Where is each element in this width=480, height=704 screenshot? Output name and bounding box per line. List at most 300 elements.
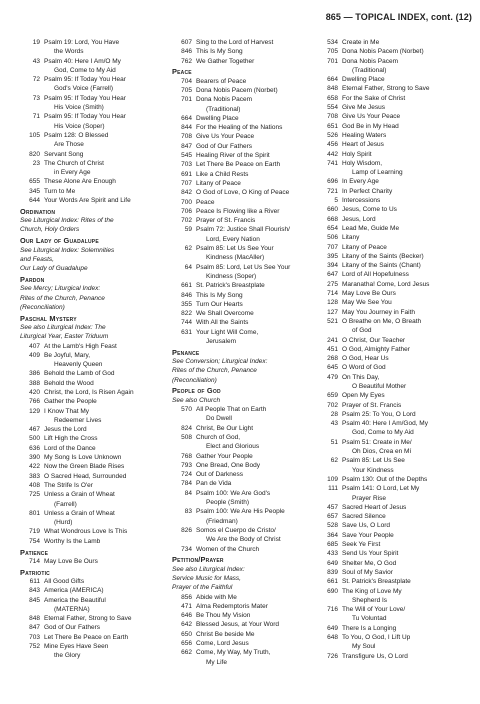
page-header: 865 — TOPICAL INDEX, cont. (12) [325, 12, 472, 22]
index-entry [172, 160, 312, 169]
index-entry [172, 86, 312, 95]
hymn-title: Your Light Will Come, [196, 328, 259, 336]
index-entry [20, 112, 166, 121]
hymn-title-continuation: We Are the Body of Christ [206, 536, 281, 544]
hymn-title-continuation: My Soul [352, 643, 376, 651]
hymn-title: Dona Nobis Pacem [342, 57, 398, 65]
index-column-1 [20, 38, 166, 661]
hymn-title-continuation: (MATERNA) [54, 605, 90, 613]
hymn-title: I Know That My [44, 407, 90, 415]
index-entry [172, 639, 312, 648]
topic-heading: Ordination [20, 206, 56, 216]
hymn-title: Prayer of St. Francis [196, 217, 256, 225]
hymn-number: 457 [327, 503, 338, 511]
index-entry [20, 57, 166, 66]
hymn-number: 721 [327, 187, 338, 195]
index-entry [20, 38, 166, 47]
hymn-title: Send Us Your Spirit [342, 550, 399, 558]
index-entry [20, 94, 166, 103]
hymn-number: 5 [334, 197, 338, 205]
hymn-number: 395 [327, 252, 338, 260]
hymn-number: 734 [181, 545, 192, 553]
index-entry [172, 198, 312, 207]
hymn-number: 649 [327, 624, 338, 632]
hymn-number: 345 [29, 187, 40, 195]
hymn-number: 754 [29, 537, 40, 545]
hymn-title: Behold the Lamb of God [44, 370, 115, 378]
index-entry [20, 425, 166, 434]
hymn-title: Eternal Father, Strong to Save [342, 85, 430, 93]
cross-reference: Our Lady of Guadalupe [20, 265, 88, 273]
index-entry [20, 397, 166, 406]
hymn-number: 422 [29, 463, 40, 471]
hymn-title: At the Lamb's High Feast [44, 342, 117, 350]
index-entry [318, 177, 468, 186]
hymn-title: Psalm 19: Lord, You Have [44, 39, 120, 46]
index-entry [20, 614, 166, 623]
hymn-title-continuation: (Hurd) [54, 519, 73, 527]
hymn-title: Psalm 100: We Are God's [196, 489, 271, 497]
hymn-title: God Be in My Head [342, 122, 399, 130]
hymn-number: 241 [327, 336, 338, 344]
index-entry [318, 196, 468, 205]
hymn-number: 28 [330, 410, 338, 418]
index-entry [172, 225, 312, 234]
hymn-title: Now the Green Blade Rises [44, 463, 125, 471]
hymn-title: Servant Song [44, 150, 84, 158]
hymn-title: Like a Child Rests [196, 170, 249, 178]
index-entry [172, 38, 312, 47]
hymn-number: 644 [29, 197, 40, 205]
index-entry [318, 624, 468, 633]
hymn-title-continuation: Shepherd Is [352, 596, 388, 604]
index-entry [318, 605, 468, 614]
index-entry [172, 526, 312, 535]
cross-reference: See also Liturgical Index: [172, 565, 245, 573]
hymn-title: May You Journey in Faith [342, 308, 415, 316]
index-entry [318, 521, 468, 530]
hymn-title-continuation: His Voice (Soper) [54, 122, 105, 130]
hymn-title: God of Our Fathers [44, 624, 100, 632]
hymn-number: 394 [327, 262, 338, 270]
index-entry [318, 587, 468, 596]
hymn-number: 657 [327, 513, 338, 521]
index-entry [318, 84, 468, 93]
hymn-title: All People That on Earth [196, 406, 267, 414]
index-entry [172, 470, 312, 479]
hymn-title-continuation: Oh Dios, Crea en Mí [352, 448, 412, 456]
hymn-title-continuation: Your Kindness [352, 466, 394, 474]
index-entry [172, 461, 312, 470]
hymn-number: 845 [29, 596, 40, 604]
hymn-title: Let There Be Peace on Earth [44, 633, 129, 641]
hymn-number: 691 [181, 170, 192, 178]
hymn-title-continuation: God's Voice (Farrell) [54, 85, 114, 93]
hymn-title-continuation: Are Those [54, 141, 84, 149]
hymn-title: Gather Your People [196, 452, 253, 460]
hymn-title: Healing Waters [342, 131, 387, 139]
hymn-number: 702 [327, 401, 338, 409]
hymn-number: 725 [29, 491, 40, 499]
hymn-number: 73 [32, 94, 40, 102]
hymn-number: 848 [29, 615, 40, 623]
hymn-number: 127 [327, 308, 338, 316]
hymn-number: 705 [181, 86, 192, 94]
hymn-number: 456 [327, 141, 338, 149]
hymn-title: Soul of My Savior [342, 568, 393, 576]
hymn-number: 451 [327, 345, 338, 353]
hymn-title: Gather the People [44, 398, 97, 406]
hymn-title: Psalm 95: If Today You Hear [44, 76, 126, 84]
index-entry [172, 188, 312, 197]
hymn-title: With All the Saints [196, 319, 249, 327]
index-entry [20, 509, 166, 518]
hymn-title: Heart of Jesus [342, 141, 384, 149]
hymn-title: Create in Me [342, 39, 380, 46]
hymn-number: 651 [327, 122, 338, 130]
hymn-title-continuation: Lamp of Learning [352, 169, 403, 177]
index-entry [318, 391, 468, 400]
hymn-title: Shelter Me, O God [342, 559, 397, 567]
index-entry [318, 354, 468, 363]
hymn-number: 844 [181, 124, 192, 132]
index-entry [318, 345, 468, 354]
index-entry [318, 410, 468, 419]
hymn-number: 655 [29, 178, 40, 186]
hymn-title-continuation: God, Come to My Aid [54, 66, 116, 74]
topic-heading: Patriotic [20, 567, 50, 577]
index-entry [20, 444, 166, 453]
hymn-title: O Breathe on Me, O Breath [342, 317, 422, 325]
hymn-number: 545 [181, 152, 192, 160]
index-entry [172, 77, 312, 86]
index-entry [20, 131, 166, 140]
hymn-number: 847 [29, 624, 40, 632]
index-entry [20, 490, 166, 499]
hymn-title: Psalm 130: Out of the Depths [342, 475, 428, 483]
hymn-number: 409 [29, 351, 40, 359]
hymn-title-continuation: the Glory [54, 652, 81, 660]
hymn-title: Come, Lord Jesus [196, 640, 249, 647]
hymn-title-continuation: People (Smith) [206, 499, 249, 507]
hymn-number: 645 [327, 364, 338, 372]
cross-reference: See also Church [172, 396, 221, 404]
hymn-number: 703 [181, 161, 192, 169]
index-entry [318, 419, 468, 428]
hymn-title: Blessed Jesus, at Your Word [196, 621, 279, 629]
index-entry [318, 308, 468, 317]
hymn-number: 654 [327, 224, 338, 232]
hymn-number: 685 [327, 541, 338, 549]
hymn-title: Psalm 40: Here I Am/O My [44, 57, 121, 65]
hymn-title: Psalm 51: Create in Me/ [342, 438, 412, 446]
hymn-number: 62 [330, 457, 338, 465]
index-entry [20, 577, 166, 586]
hymn-number: 420 [29, 388, 40, 396]
index-entry [318, 270, 468, 279]
hymn-number: 43 [32, 57, 40, 65]
hymn-title: These Alone Are Enough [44, 178, 116, 186]
index-entry [318, 112, 468, 121]
hymn-number: 62 [184, 245, 192, 253]
hymn-title: May Love Be Ours [44, 557, 98, 565]
index-entry [318, 336, 468, 345]
index-entry [318, 187, 468, 196]
hymn-title: There Is a Longing [342, 624, 397, 632]
hymn-title: In Every Age [342, 178, 379, 186]
hymn-title: For the Sake of Christ [342, 94, 406, 102]
index-entry [20, 379, 166, 388]
index-entry [20, 623, 166, 632]
hymn-title: Lead Me, Guide Me [342, 224, 400, 232]
index-entry [20, 159, 166, 168]
index-column-3 [318, 38, 468, 661]
hymn-title: This Is My Song [196, 291, 243, 299]
index-entry [20, 388, 166, 397]
hymn-title: Pan de Vida [196, 480, 232, 488]
index-entry [318, 373, 468, 382]
hymn-number: 388 [29, 379, 40, 387]
hymn-number: 846 [181, 48, 192, 56]
index-entry [172, 151, 312, 160]
index-entry [318, 540, 468, 549]
index-entry [20, 351, 166, 360]
hymn-title: Psalm 85: Let Us See [342, 457, 405, 465]
hymn-title-continuation: My Life [206, 658, 227, 666]
hymn-number: 275 [327, 280, 338, 288]
index-entry [172, 216, 312, 225]
hymn-title: In Perfect Charity [342, 187, 393, 195]
index-entry [172, 611, 312, 620]
hymn-number: 500 [29, 435, 40, 443]
index-entry [318, 280, 468, 289]
hymn-title: Somos el Cuerpo de Cristo/ [196, 526, 276, 534]
hymn-number: 668 [327, 215, 338, 223]
hymn-title: Dona Nobis Pacem (Norbet) [196, 86, 278, 94]
hymn-number: 407 [29, 342, 40, 350]
hymn-title: Sing to the Lord of Harvest [196, 39, 274, 46]
hymn-number: 109 [327, 475, 338, 483]
hymn-title: Be Thou My Vision [196, 612, 251, 620]
hymn-number: 726 [327, 652, 338, 660]
index-entry [318, 205, 468, 214]
cross-reference: Prayer of the Faithful [172, 584, 233, 592]
hymn-title-continuation: Jerusalem [206, 338, 236, 345]
index-entry [172, 405, 312, 414]
hymn-title: O God, Almighty Father [342, 345, 410, 353]
index-entry [172, 132, 312, 141]
hymn-number: 83 [184, 508, 192, 516]
index-entry [318, 484, 468, 493]
hymn-number: 662 [181, 649, 192, 657]
topic-heading: People of God [172, 386, 221, 396]
hymn-title-continuation: God, Come to My Aid [352, 429, 414, 437]
hymn-title: God of Our Fathers [196, 142, 252, 150]
hymn-title: Save Us, O Lord [342, 522, 391, 530]
cross-reference: Church, Holy Orders [20, 226, 80, 234]
hymn-number: 390 [29, 454, 40, 462]
hymn-number: 843 [29, 587, 40, 595]
hymn-title: Psalm 25: To You, O Lord [342, 410, 416, 418]
hymn-number: 822 [181, 310, 192, 318]
hymn-title: Psalm 72: Justice Shall Flourish/ [196, 226, 290, 234]
hymn-title-continuation: Redeemer Lives [54, 416, 102, 424]
index-entry [172, 433, 312, 442]
index-entry [318, 438, 468, 447]
hymn-title: Lord of All Hopefulness [342, 271, 409, 279]
index-entry [172, 291, 312, 300]
hymn-title: Sacred Silence [342, 513, 386, 521]
index-entry [20, 434, 166, 443]
hymn-number: 51 [330, 438, 338, 446]
hymn-title: Holy Wisdom, [342, 159, 383, 167]
index-entry [172, 207, 312, 216]
hymn-title: Dwelling Place [196, 114, 239, 122]
index-column-2 [172, 38, 312, 667]
hymn-number: 846 [181, 291, 192, 299]
index-entry [172, 489, 312, 498]
hymn-title: May Love Be Ours [342, 290, 396, 298]
hymn-number: 534 [327, 39, 338, 46]
hymn-title-continuation: of God [352, 327, 372, 335]
hymn-number: 364 [327, 531, 338, 539]
hymn-title: Litany of Peace [342, 243, 387, 251]
index-entry [20, 342, 166, 351]
index-entry [20, 642, 166, 651]
hymn-number: 105 [29, 131, 40, 139]
hymn-title: Bearers of Peace [196, 77, 247, 85]
hymn-number: 762 [181, 57, 192, 65]
hymn-number: 700 [181, 198, 192, 206]
hymn-title: Litany of the Saints (Chant) [342, 262, 421, 270]
index-entry [20, 187, 166, 196]
index-entry [318, 47, 468, 56]
hymn-title: Christ, Be Our Light [196, 424, 254, 432]
hymn-title: The Church of Christ [44, 159, 104, 167]
hymn-title: Sacred Heart of Jesus [342, 503, 407, 511]
hymn-number: 355 [181, 300, 192, 308]
hymn-number: 528 [327, 522, 338, 530]
hymn-number: 660 [327, 206, 338, 214]
index-entry [20, 557, 166, 566]
cross-reference: See Conversion; Liturgical Index: [172, 358, 268, 366]
hymn-number: 719 [29, 528, 40, 536]
index-entry [318, 559, 468, 568]
hymn-number: 741 [327, 159, 338, 167]
hymn-number: 714 [327, 290, 338, 298]
hymn-title: Eternal Father, Strong to Save [44, 615, 132, 623]
hymn-title: St. Patrick's Breastplate [342, 578, 411, 586]
index-entry [318, 289, 468, 298]
hymn-title: To You, O God, I Lift Up [342, 634, 411, 641]
index-entry [318, 159, 468, 168]
index-entry [172, 95, 312, 104]
hymn-number: 631 [181, 328, 192, 336]
topic-heading: Peace [172, 67, 192, 77]
cross-reference: Service Music for Mass, [172, 574, 241, 582]
index-entry [172, 648, 312, 657]
index-entry [318, 261, 468, 270]
index-entry [318, 363, 468, 372]
cross-reference: (Reconciliation) [20, 303, 65, 311]
hymn-title: O God of Love, O King of Peace [196, 189, 290, 197]
hymn-title: Maranatha! Come, Lord Jesus [342, 280, 430, 288]
hymn-title-continuation: Kindness (Soper) [206, 272, 257, 280]
hymn-title-continuation: in Every Age [54, 169, 91, 177]
hymn-title: Women of the Church [196, 545, 260, 553]
hymn-title: O Word of God [342, 364, 386, 372]
hymn-title: Dwelling Place [342, 76, 385, 84]
hymn-title: The King of Love My [342, 587, 402, 595]
index-entry [318, 512, 468, 521]
index-entry [318, 298, 468, 307]
hymn-number: 268 [327, 355, 338, 363]
index-entry [318, 577, 468, 586]
hymn-number: 508 [181, 433, 192, 441]
index-entry [172, 452, 312, 461]
index-entry [318, 75, 468, 84]
hymn-number: 19 [32, 39, 40, 46]
index-entry [172, 244, 312, 253]
hymn-number: 59 [184, 226, 192, 234]
hymn-number: 433 [327, 550, 338, 558]
hymn-title-continuation: O Beautiful Mother [352, 382, 407, 390]
topic-heading: Petition/Prayer [172, 555, 224, 565]
hymn-title: Intercessions [342, 197, 381, 205]
hymn-title-continuation: Heavenly Queen [54, 361, 103, 369]
cross-reference: See Liturgical Index: Rites of the [20, 217, 114, 225]
index-entry [318, 233, 468, 242]
hymn-number: 744 [181, 319, 192, 327]
hymn-title: Lift High the Cross [44, 435, 98, 443]
index-entry [318, 224, 468, 233]
hymn-number: 611 [29, 577, 40, 585]
cross-reference: See also Liturgical Index: The [20, 323, 106, 331]
index-entry [318, 38, 468, 47]
hymn-title: America the Beautiful [44, 596, 106, 604]
index-entry [20, 537, 166, 546]
hymn-number: 646 [181, 612, 192, 620]
index-entry [318, 215, 468, 224]
hymn-number: 71 [32, 113, 40, 121]
index-entry [172, 123, 312, 132]
index-entry [172, 507, 312, 516]
index-entry [318, 503, 468, 512]
hymn-title: Psalm 85: Lord, Let Us See Your [196, 263, 291, 271]
hymn-title: Jesus, Lord [342, 215, 376, 223]
hymn-number: 128 [327, 299, 338, 307]
hymn-title: One Bread, One Body [196, 461, 260, 469]
index-entry [172, 424, 312, 433]
hymn-title: Give Us Your Peace [342, 113, 401, 121]
hymn-number: 650 [181, 630, 192, 638]
index-entry [20, 472, 166, 481]
index-entry [20, 527, 166, 536]
hymn-number: 442 [327, 150, 338, 158]
hymn-title: We Gather Together [196, 57, 255, 65]
hymn-number: 724 [181, 471, 192, 479]
hymn-number: 826 [181, 526, 192, 534]
hymn-title: Psalm 95: If Today You Hear [44, 94, 126, 102]
hymn-number: 642 [181, 621, 192, 629]
index-entry [318, 150, 468, 159]
hymn-title-continuation: Lord, Every Nation [206, 235, 260, 243]
hymn-title: Psalm 100: We Are His People [196, 508, 285, 516]
hymn-number: 554 [327, 104, 338, 112]
hymn-number: 661 [181, 282, 192, 290]
hymn-number: 647 [327, 271, 338, 279]
hymn-title: O Sacred Head, Surrounded [44, 472, 127, 480]
